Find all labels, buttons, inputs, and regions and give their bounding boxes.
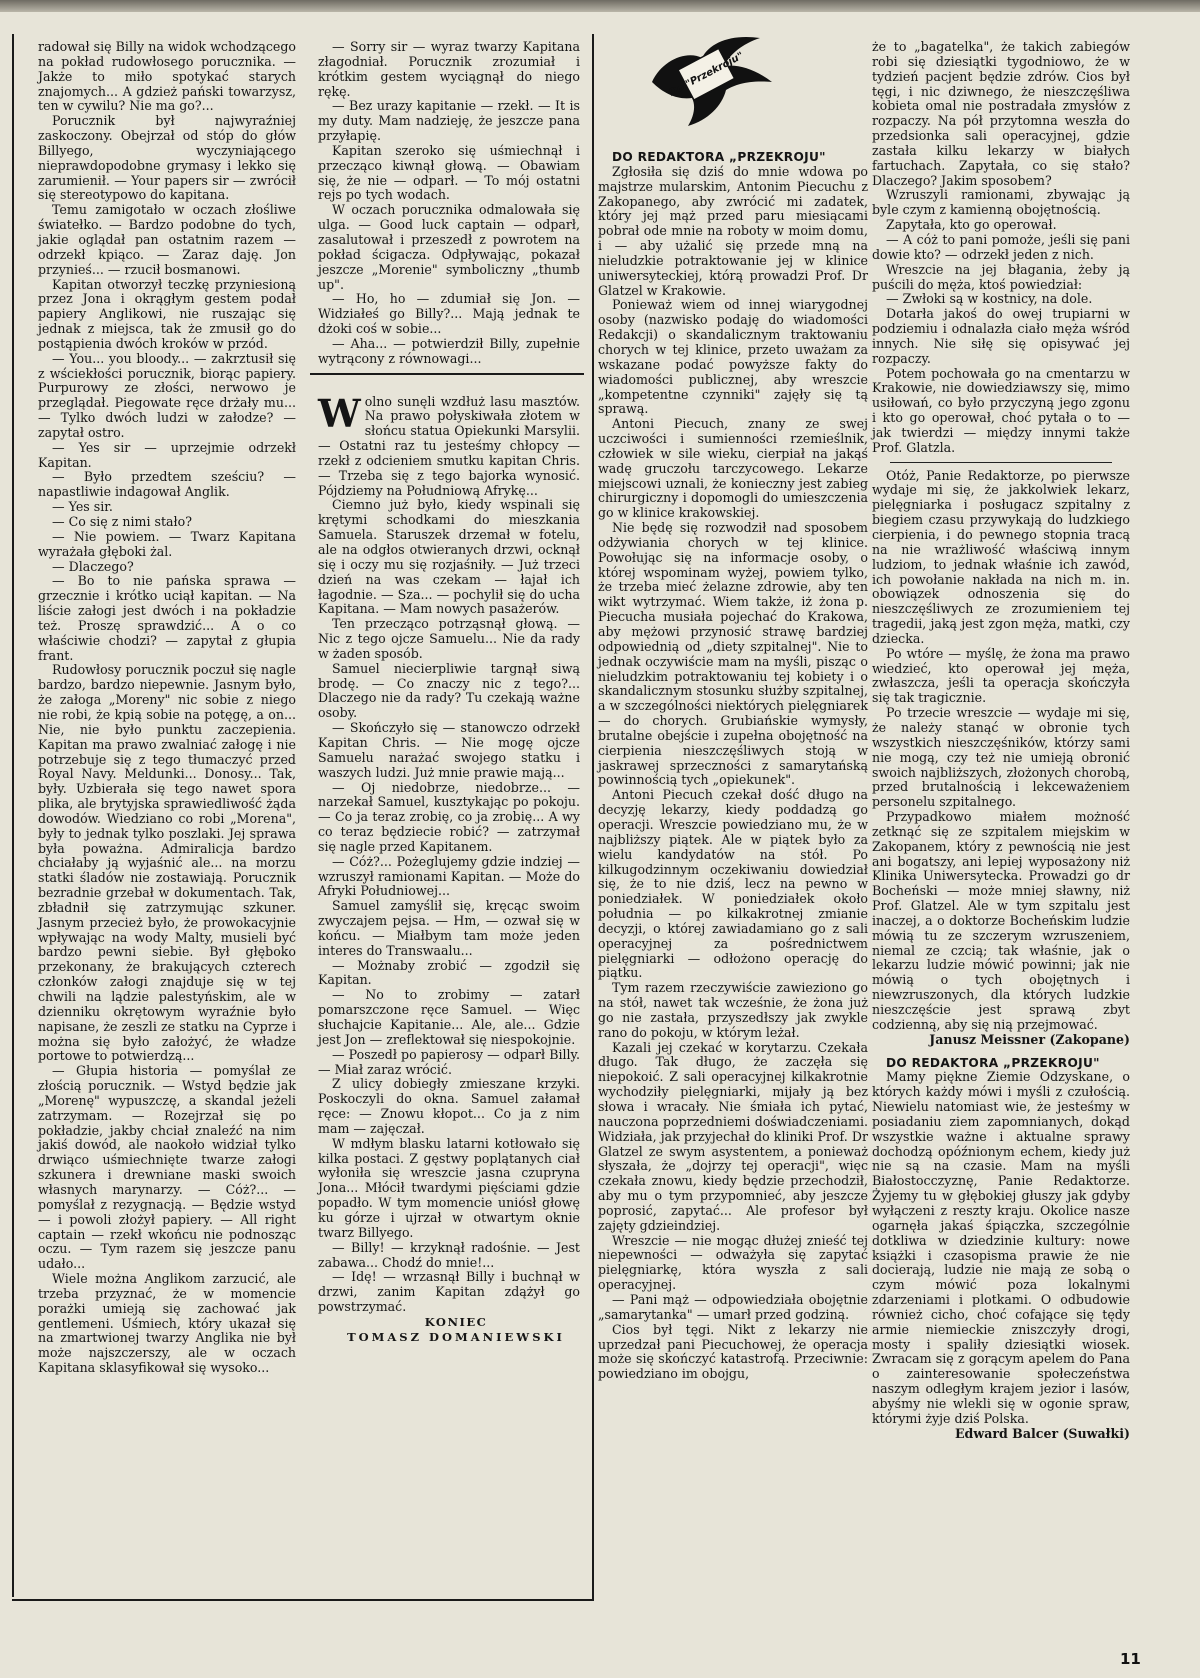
- story-paragraph: — Cóż?... Pożeglujemy gdzie indziej — wzruszył ramionami Kapitan. — Może do Afryki Południowej...: [318, 853, 580, 899]
- letter-paragraph: Wreszcie na jej błagania, żeby ją puścili do męża, ktoś powiedział:: [872, 261, 1130, 292]
- story-paragraph: Ten przecząco potrząsnął głową. — Nic z tego ojcze Samuelu... Nie da rady w żaden sposób.: [318, 616, 580, 661]
- story-author: TOMASZ DOMANIEWSKI: [347, 1329, 565, 1344]
- story-end-marker: KONIEC: [424, 1314, 488, 1329]
- letter-signature: Janusz Meissner (Zakopane): [929, 1031, 1130, 1047]
- story-paragraph: — Aha... — potwierdził Billy, zupełnie wytrącony z równowagi...: [318, 335, 580, 366]
- story-paragraph: — Było przedtem sześciu? — napastliwie indagował Anglik.: [38, 469, 296, 500]
- story-paragraph: Kapitan szeroko się uśmiechnął i przecząco kiwnął głową. — Obawiam się, że nie — odparł. — To mój ostatni rejs po tych wodach.: [318, 142, 580, 203]
- story-paragraph: — Dlaczego?: [52, 558, 134, 574]
- story-paragraph: Z ulicy dobiegły zmieszane krzyki. Poskoczyli do okna. Samuel załamał ręce: — Znowu kłopot... Co ja z nim mam — zajęczał.: [318, 1076, 580, 1136]
- story-paragraph: radował się Billy na widok wchodzącego na pokład rudowłosego porucznika. — Jakże to miło spotykać starych znajomych... A gdzież pański towarzysz, ten w cywilu? Nie ma go?...: [38, 39, 296, 114]
- story-paragraph: W oczach porucznika odmalowała się ulga. — Good luck captain — odparł, zasalutował i przeszedł z powrotem na pokład ścigacza. Odpływając, pokazał jeszcze „Morenie" symboliczny „thumb up".: [318, 202, 580, 292]
- letter-column-2: [872, 40, 1130, 1441]
- story-paragraph: Ciemno już było, kiedy wspinali się krętymi schodkami do mieszkania Samuela. Staruszek drzemał w fotelu, ale na odgłos otwieranych drzwi, ocknął się i oczy mu się rozjaśniły. — Już trzeci dzień na was czekam — łajał ich łagodnie. — Sza... — pochylił się do ucha Kapitana. — Mam nowych pasażerów.: [318, 497, 580, 617]
- story-paragraph: — Idę! — wrzasnął Billy i buchnął w drzwi, zanim Kapitan zdążył go powstrzymać.: [318, 1269, 580, 1315]
- story-paragraph: — No to zrobimy — zatarł pomarszczone ręce Samuel. — Więc słuchajcie Kapitanie... Ale, ale... Gdzie jest Jon — zreflektował się niespokojnie.: [318, 987, 580, 1047]
- drop-cap: W: [318, 390, 361, 436]
- letter-paragraph: Otóż, Panie Redaktorze, po pierwsze wydaje mi się, że jakkolwiek lekarz, pielęgniarka i posługacz szpitalny z biegiem czasu przywykają do ludzkiego cierpienia, i do pewnego stopnia tracą na nie wrażliwość właściwą innym ludziom, to jednak właśnie ich zawód, ich powołanie nakłada na nich m. in. obowiązek odnoszenia się do nieszczęśliwych ze zrozumieniem tej tragedii, jaką jest zgon męża, matki, czy dziecka.: [872, 467, 1130, 646]
- story-paragraph: — Bo to nie pańska sprawa — grzecznie i krótko uciął kapitan. — Na liście załogi jest dwóch i na pokładzie też. Proszę sprawdzić... A o co właściwie chodzi? — zapytał z głupia frant.: [38, 573, 296, 663]
- letter-paragraph: Zapytała, kto go operował.: [886, 217, 1057, 233]
- story-paragraph: — Billy! — krzyknął radośnie. — Jest zabawa... Chodź do mnie!...: [318, 1239, 580, 1270]
- letter-signature: Edward Balcer (Suwałki): [954, 1425, 1130, 1441]
- story-paragraph: — Bez urazy kapitanie — rzekł. — It is my duty. Mam nadzieję, że jeszcze pana przyłapię.: [318, 98, 580, 144]
- story-paragraph: — Co się z nimi stało?: [52, 514, 192, 529]
- letter-paragraph: Potem pochowała go na cmentarzu w Krakowie, nie dowiedziawszy się, mimo usiłowań, co było przyczyną jego zgonu i kto go operował, choć pytała o to — jak twierdzi — między innymi także Prof. Glatzla.: [872, 365, 1130, 455]
- letter-paragraph: Antoni Piecuch czekał dość długo na decyzję lekarzy, kiedy poddadzą go operacji. Wreszcie powiedziano mu, że w najbliższy piątek. Ale w piątek było za wielu kandydatów na stół. Po kilkugodzinnym oczekiwaniu dowiedział się, że to nie dziś, lecz na pewno w poniedziałek. W poniedziałek około południa — po kilkakrotnej zmianie decyzji, o której zawiadamiano go z sali operacyjnej za pośrednictwem pielęgniarki — odłożono operację do piątku.: [598, 787, 868, 981]
- story-paragraph: — Yes sir.: [52, 499, 113, 515]
- story-paragraph: — Głupia historia — pomyślał ze złością porucznik. — Wstyd będzie jak „Morenę" wypuszczę, a skandal jeżeli zatrzymam. — Rozejrzał się po pokładzie, jakby chciał znaleźć na nim jakiś dowód, ale naokoło widział tylko drwiąco uśmiechnięte twarze załogi szkunera i drewniane maski swoich własnych marynarzy. — Cóż?... — pomyślał z rezygnacją. — Będzie wstyd — i powoli złożył papiery. — All right captain — rzekł wkońcu nie podnosząc oczu. — Tym razem się jeszcze panu udało...: [38, 1063, 296, 1272]
- story-paragraph: Temu zamigotało w oczach złośliwe światełko. — Bardzo podobne do tych, jakie oglądał pan ostatnim razem — odrzekł kpiąco. — Zaraz daję. Jon przynieś... — rzucił bosmanowi.: [38, 202, 296, 277]
- story-paragraph: — Ho, ho — zdumiał się Jon. — Widziałeś go Billy?... Mają jednak te dżoki coś w sobie...: [318, 291, 580, 337]
- story-paragraph: W mdłym blasku latarni kotłowało się kilka postaci. Z gęstwy poplątanych ciał wyłoniła się wreszcie jasna czupryna Jona... Młócił twardymi pięściami gdzie popadło. W tym momencie uniósł głowę ku górze i ujrzał w otwartym oknie twarz Billyego.: [318, 1135, 580, 1240]
- letter-paragraph: — Zwłoki są w kostnicy, na dole.: [886, 291, 1093, 307]
- story-paragraph: — Poszedł po papierosy — odparł Billy. — Miał zaraz wrócić.: [318, 1046, 580, 1077]
- story-paragraph: — You... you bloody... — zakrztusił się z wściekłości porucznik, biorąc papiery. Purpurowy ze złości, nerwowo je przeglądał. Piegowate ręce drżały mu... — Tylko dwóch ludzi w załodze? — zapytał ostro.: [38, 350, 296, 440]
- letter-paragraph: Ponieważ wiem od innej wiarygodnej osoby (nazwisko podaję do wiadomości Redakcji) o skandalicznym traktowaniu chorych w tej klinice, przeto uważam za wskazane podać powyższe fakty do wiadomości publicznej, aby wreszcie „kompetentne czynniki" zajęły się tą sprawą.: [598, 297, 868, 417]
- story-paragraph: — Sorry sir — wyraz twarzy Kapitana złagodniał. Porucznik zrozumiał i krótkim gestem wyciągnął do niego rękę.: [318, 39, 580, 99]
- story-paragraph: — Yes sir — uprzejmie odrzekł Kapitan.: [38, 439, 296, 470]
- logo-text: Do "Przekroju": [667, 50, 746, 99]
- letter-paragraph: Nie będę się rozwodził nad sposobem odżywiania chorych w tej klinice. Powołując się na informacje osoby, o której wspominam wyżej, powiem tylko, że trzeba mieć żelazne zdrowie, aby ten wikt wytrzymać. Wiem także, iż żona p. Piecucha musiała pojechać do Krakowa, aby mężowi przynosić strawę bardziej odpowiednią od „diety szpitalnej". Nie to jednak oczywiście mam na myśli, pisząc o nieludzkim potraktowaniu tej kobiety i o skandalicznym stosunku służby szpitalnej, a w szczególności niektórych pielęgniarek — do chorych. Grubiańskie wymysły, brutalne obejście i zupełna obojętność na cierpienia nieszczęśliwych stoją w jaskrawej sprzeczności z samarytańską powinnością tych „opiekunek".: [598, 520, 868, 788]
- story-paragraph: Kapitan otworzył teczkę przyniesioną przez Jona i okrągłym gestem podał papiery Anglikowi, nie ruszając się jednak z miejsca, tak że zmusił go do postąpienia dwóch kroków w przód.: [38, 276, 296, 351]
- letter-paragraph: Tym razem rzeczywiście zawieziono go na stół, nawet tak wcześnie, że żona już go nie zastała, przyszedłszy jak zwykle rano do pokoju, w którym leżał.: [598, 980, 868, 1040]
- letter-paragraph: Wzruszyli ramionami, zbywając ją byle czym z kamienną obojętnością.: [872, 187, 1130, 218]
- letter-paragraph: Wreszcie — nie mogąc dłużej znieść tej niepewności — odważyła się zapytać pielęgniarkę, która wyszła z sali operacyjnej.: [598, 1232, 868, 1293]
- story-paragraph: — Skończyło się — stanowczo odrzekł Kapitan Chris. — Nie mogę ojcze Samuelu narażać swojego statku i waszych ludzi. Już mnie prawie mają...: [318, 720, 580, 780]
- story-paragraph: — Oj niedobrze, niedobrze... — narzekał Samuel, kusztykając po pokoju. — Co ja teraz zrobię, co ja zrobię... A wy co teraz będziecie robić? — zatrzymał się nagle przed Kapitanem.: [318, 779, 580, 854]
- letter-paragraph: Przypadkowo miałem możność zetknąć się ze szpitalem miejskim w Zakopanem, który z pewnością nie jest ani bogatszy, ani lepiej wyposażony niż Klinika Uniwersytecka. Prowadzi go dr Bocheński — może mniej sławny, niż Prof. Glatzel. Ale w tym szpitalu jest inaczej, a o doktorze Bocheńskim ludzie mówią tu ze szczerym wzruszeniem, niemal ze czcią; tak właśnie, jak o lekarzu ludzie mówić powinni; jak nie mówią o tych obojętnych i niewzruszonych, dla których ludzkie nieszczęście jest sprawą zbyt codzienną, aby się nią przejmować.: [872, 809, 1130, 1032]
- letter-paragraph: — A cóż to pani pomoże, jeśli się pani dowie kto? — odrzekł jeden z nich.: [872, 231, 1130, 262]
- story-paragraph: Samuel zamyślił się, kręcąc swoim zwyczajem pejsa. — Hm, — ozwał się w końcu. — Miałbym tam może jeden interes do Transwaalu...: [318, 898, 580, 958]
- letter-heading: DO REDAKTORA „PRZEKROJU": [886, 1055, 1100, 1070]
- dove-letter-logo: [632, 30, 782, 138]
- story-paragraph: Wiele można Anglikom zarzucić, ale trzeba przyznać, że w momencie porażki umieją się zachować jak gentlemeni. Uśmiech, który ukazał się na zmartwionej twarzy Anglika nie był może najszczerszy, ale w oczach Kapitana sklasyfikował się wysoko...: [38, 1271, 296, 1376]
- story-paragraph: Samuel niecierpliwie targnął siwą brodę. — Co znaczy nic z tego?... Dlaczego nie da rady? Tu czekają ważne osoby.: [318, 660, 580, 721]
- letter-paragraph: Po trzecie wreszcie — wydaje mi się, że należy stanąć w obronie tych wszystkich nieszczęśników, którzy sami nie mogą, czy też nie umieją obronić swoich najbliższych, złożonych chorobą, przed brutalnością i lekceważeniem personelu szpitalnego.: [872, 705, 1130, 810]
- story-paragraph: — Możnaby zrobić — zgodził się Kapitan.: [318, 957, 580, 988]
- letter-paragraph: Dotarła jakoś do owej trupiarni w podziemiu i odnalazła ciało męża wśród innych. Nie siłę się opisywać jej rozpaczy.: [872, 306, 1130, 366]
- letter-column-1: [598, 150, 868, 1382]
- page-number: 11: [1120, 1650, 1141, 1668]
- letter-paragraph: Mamy piękne Ziemie Odzyskane, o których każdy mówi i myśli z czułością. Niewielu natomiast wie, że jesteśmy w posiadaniu ziem zapomnianych, dokąd wszystkie ważne i aktualne sprawy dochodzą opóźnionym echem, kiedy już nie są na czasie. Mam na myśli Białostocczyznę, Panie Redaktorze. Żyjemy tu w głębokiej głuszy jak gdyby wyłączeni z reszty kraju. Okolice nasze ogarnęła jakaś śpiączka, szczególnie dotkliwa w dziedzinie kultury: nowe książki i czasopisma prawie że nie docierają, ludzie nie mają ze sobą o czym mówić poza lokalnymi zdarzeniami i plotkami. O odbudowie również cicho, choć cofające się tędy armie niemieckie zniszczyły drogi, mosty i spaliły dziesiątki wiosek. Zwracam się z gorącym apelem do Pana o zainteresowanie społeczeństwa naszym odległym krajem jezior i lasów, abyśmy nie wlekli się w ogonie spraw, którymi żyje dziś Polska.: [872, 1069, 1130, 1426]
- letter-paragraph: Zgłosiła się dziś do mnie wdowa po majstrze mularskim, Antonim Piecuchu z Zakopanego, aby zwrócić mi zadatek, który jej mąż przed paru miesiącami pobrał ode mnie na roboty w moim domu, i — aby użalić się przede mną na nieludzkie potraktowanie jej w klinice uniwersyteckiej, którą prowadzi Prof. Dr Glatzel w Krakowie.: [598, 163, 868, 298]
- story-paragraph: — Nie powiem. — Twarz Kapitana wyrażała głęboki żal.: [38, 528, 296, 559]
- letter-paragraph: Antoni Piecuch, znany ze swej uczciwości i sumienności rzemieślnik, człowiek w sile wieku, cierpiał na jakąś wadę gruczołu tarczycowego. Lekarze miejscowi uznali, że konieczny jest zabieg chirurgiczny i dopomogli do umieszczenia go w klinice krakowskiej.: [598, 416, 868, 521]
- divider-line: [890, 462, 1112, 463]
- letter-paragraph: — Pani mąż — odpowiedziała obojętnie „samarytanka" — umarł przed godziną.: [598, 1291, 868, 1322]
- story-paragraph: Porucznik był najwyraźniej zaskoczony. Obejrzał od stóp do głów Billyego, wyczyniającego nieprawdopodobne grymasy i lekko się zarumienił. — Your papers sir — zwrócił się stereotypowo do kapitana.: [38, 113, 296, 203]
- letter-paragraph: Cios był tęgi. Nikt z lekarzy nie uprzedzał pani Piecuchowej, że operacja może się skończyć katastrofą. Przeciwnie: powiedziano im obojgu,: [598, 1321, 868, 1382]
- story-column-1: [38, 40, 296, 1376]
- letter-paragraph: Po wtóre — myślę, że żona ma prawo wiedzieć, kto operował jej męża, zwłaszcza, jeśli ta operacja skończyła się tak tragicznie.: [872, 645, 1130, 706]
- story-paragraph: Rudowłosy porucznik poczuł się nagle bardzo, bardzo niepewnie. Jasnym było, że załoga „Moreny" nic sobie z niego nie robi, że kpią sobie na potęgę, a on... Nie, nie było punktu zaczepienia. Kapitan ma prawo zwalniać załogę i nie potrzebuje się z tego tłumaczyć przed Royal Navy. Meldunki... Donosy... Tak, były. Uzbierała się tego nawet spora plika, ale brytyjska sprawiedliwość żąda dowodów. Wiedziano co robi „Morena", były to jednak tylko poszlaki. Jej sprawa była poważna. Admiralicja bardzo chciałaby ją wyjaśnić ale... na morzu statki śladów nie zostawiają. Porucznik bezradnie grzebał w dokumentach. Tak, zbładnił się zatrzymując szkuner. Jasnym przecież było, że prowokacyjnie wpływając na wody Malty, musieli być bardzo pewni siebie. Był głęboko przekonany, że brakujących czterech członków załogi znajduje się w tej chwili na lądzie palestyńskim, ale w dzienniku okrętowym wyraźnie było napisane, że zeszli ze statku na Cyprze i można się było założyć, że władze portowe to potwierdzą...: [38, 662, 296, 1064]
- top-border: [0, 0, 1200, 12]
- letter-heading: DO REDAKTORA „PRZEKROJU": [612, 150, 826, 164]
- story-section-opening: Wolno sunęli wzdłuż lasu masztów. Na prawo połyskiwała złotem w słońcu statua Opiekunki Marsylii. — Ostatni raz tu jesteśmy chłopcy — rzekł z odcieniem smutku kapitan Chris. — Trzeba się z tego bajorka wynosić. Pójdziemy na Południową Afrykę...: [318, 390, 580, 498]
- letter-paragraph: że to „bagatelka", że takich zabiegów robi się dziesiątki tygodniowo, że w tydzień pacjent będzie zdrów. Cios był tęgi, i nic dziwnego, że nieszczęśliwa kobieta omal nie postradała zmysłów z rozpaczy. Na pół przytomna weszła do przedsionka sali operacyjnej, gdzie zastała kilku lekarzy w białych fartuchach. Zapytała, co się stało? Dlaczego? Jakim sposobem?: [872, 39, 1130, 188]
- section-divider: [310, 373, 584, 389]
- letter-paragraph: Kazali jej czekać w korytarzu. Czekała długo. Tak długo, że zaczęła się niepokoić. Z sali operacyjnej kilkakrotnie wychodziły pielęgniarki, mijały ją bez słowa i wracały. Nie śmiała ich pytać, nauczona poprzedniemi doświadczeniami. Widziała, jak przyjechał do kliniki Prof. Dr Glatzel ze swym asystentem, a ponieważ słyszała, że „dojrzy tej operacji", więc czekała znowu, kiedy będzie przechodził, aby mu o tym przypomnieć, aby jeszcze poprosić, zapytać... Ale profesor był zajęty gdzieindziej.: [598, 1039, 868, 1233]
- story-column-2: [318, 40, 580, 1345]
